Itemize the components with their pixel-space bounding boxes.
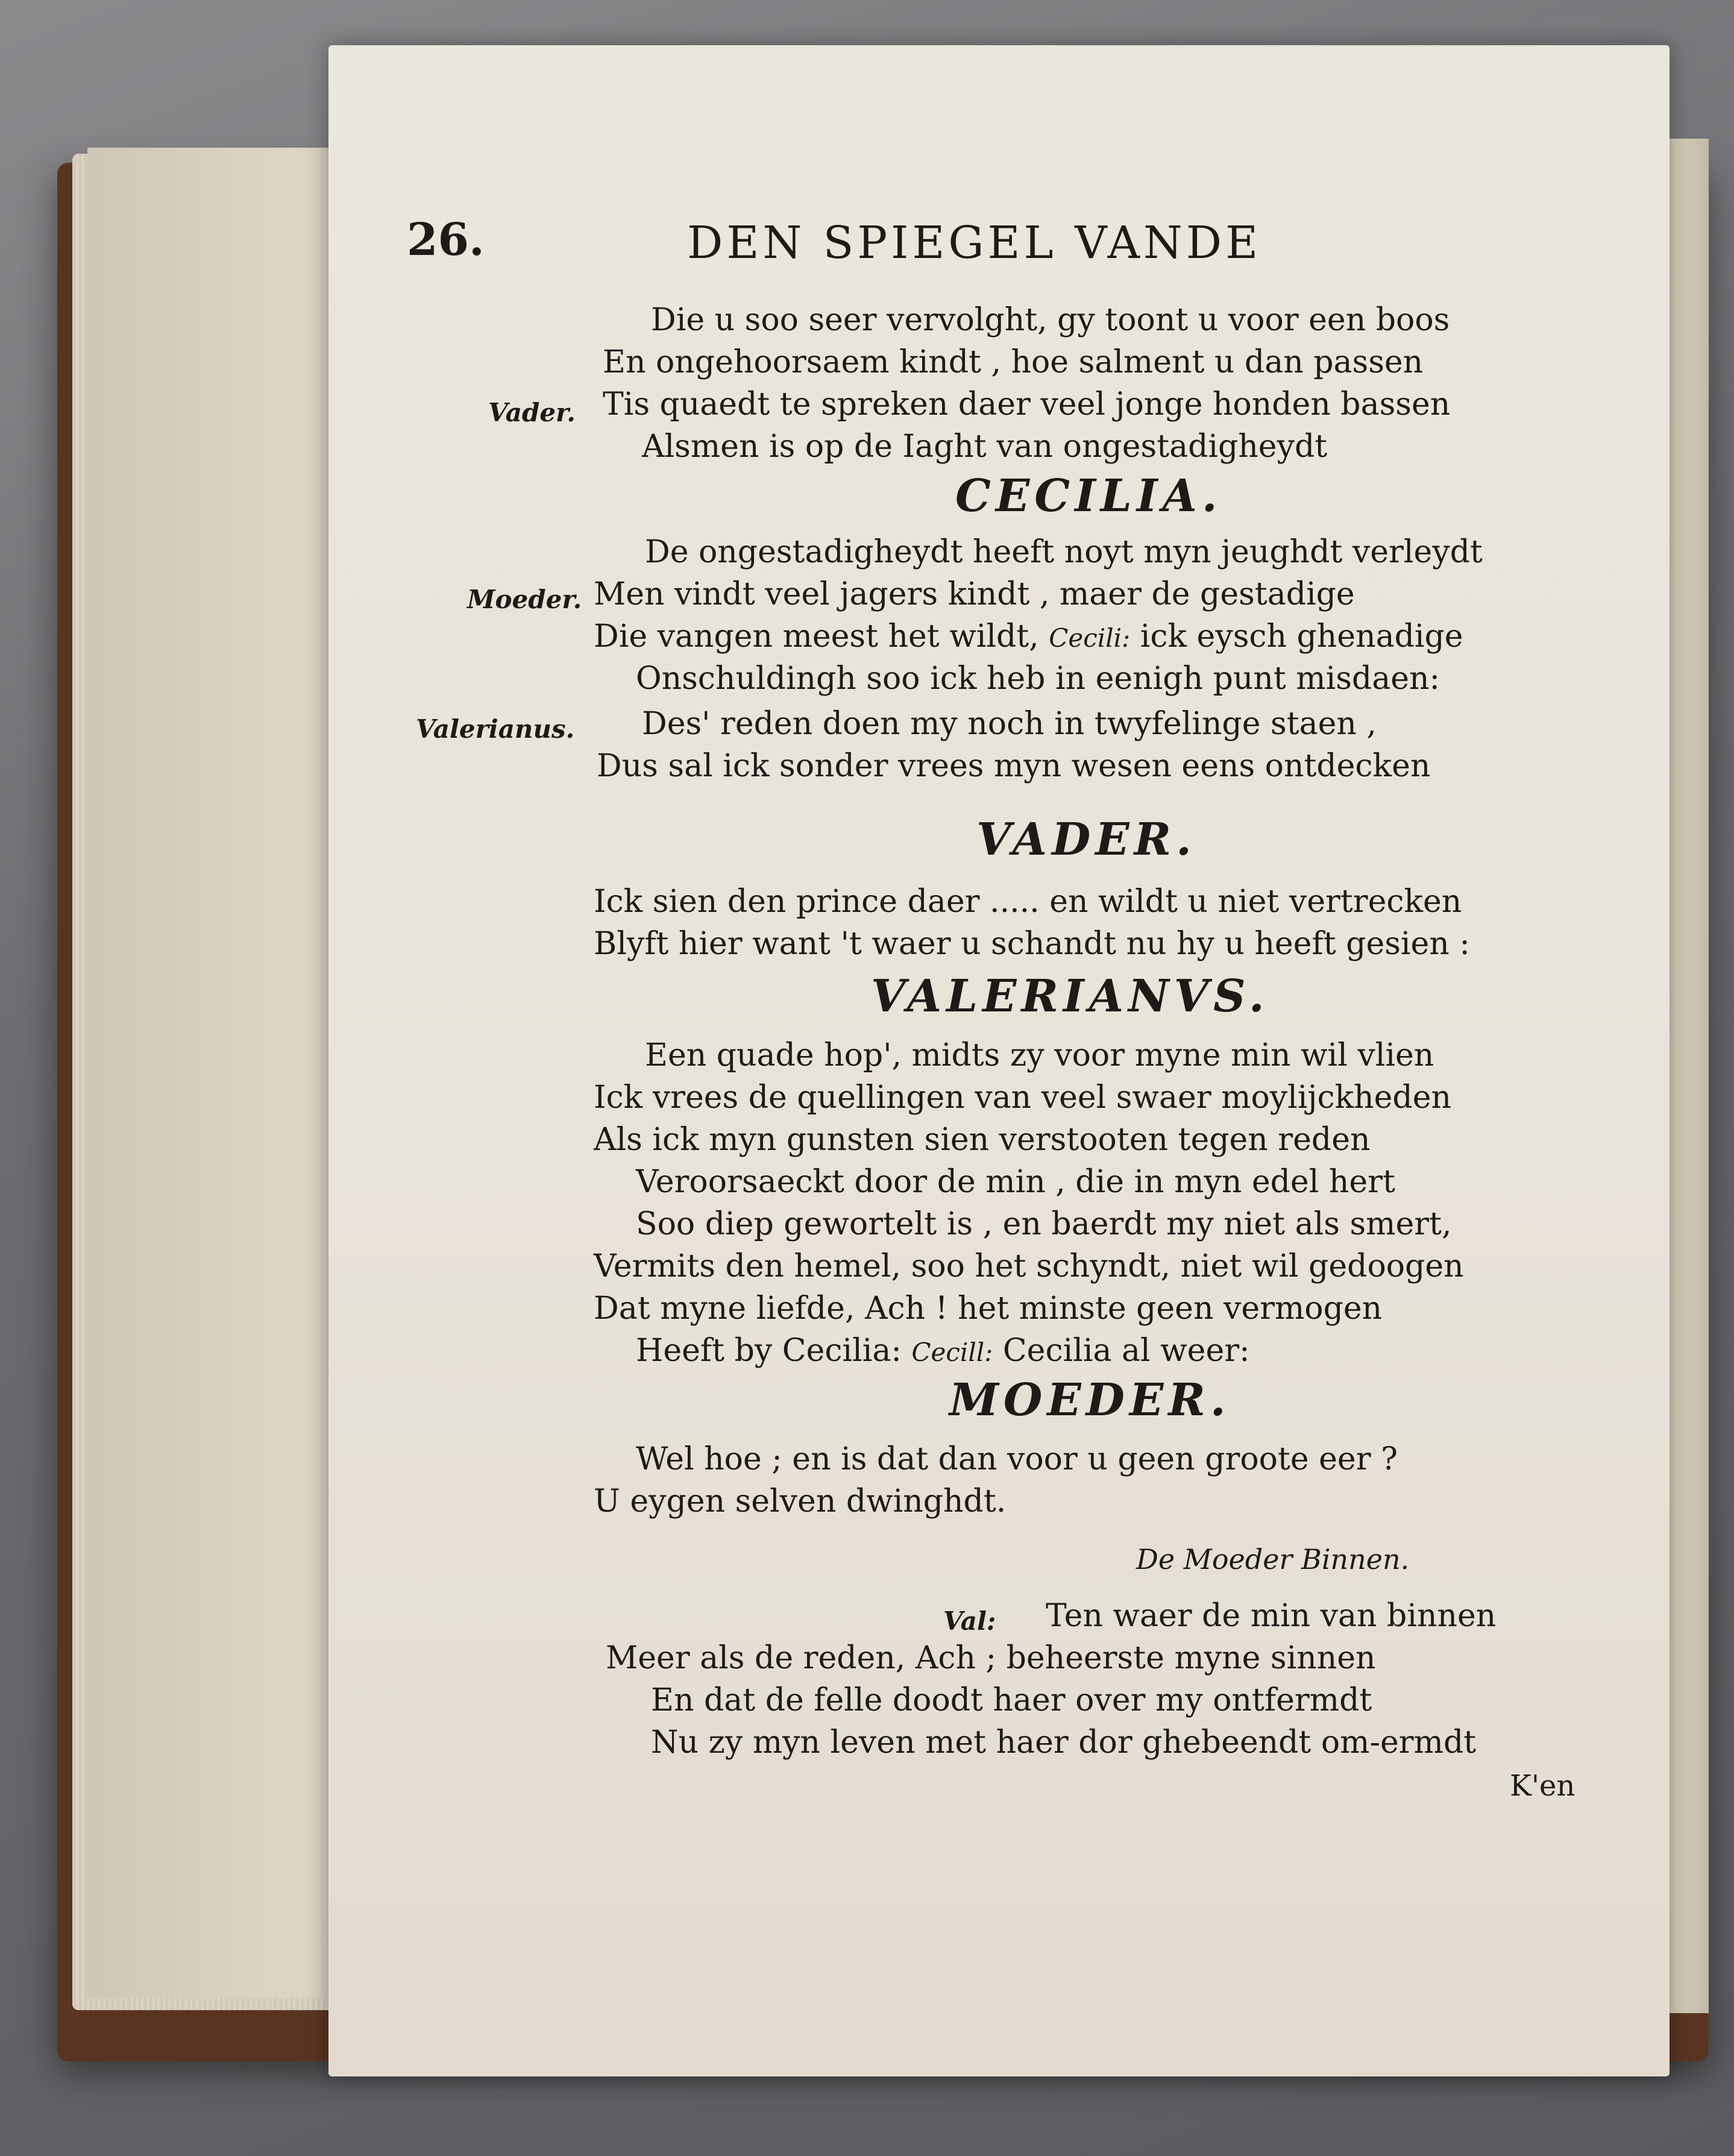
text-line: Tis quaedt te spreken daer veel jonge honden bassen	[603, 386, 1451, 423]
running-title: DEN SPIEGEL VANDE	[687, 217, 1262, 269]
text-line	[594, 618, 1463, 655]
text-line: Dus sal ick sonder vrees myn wesen eens ontdecken	[597, 748, 1431, 784]
text-line: Onschuldingh soo ick heb in eenigh punt misdaen:	[636, 661, 1440, 697]
speaker-heading: CECILIA.	[955, 470, 1222, 522]
text-line: En dat de felle doodt haer over my ontfermdt	[651, 1682, 1372, 1718]
stage-direction: De Moeder Binnen.	[1136, 1543, 1410, 1576]
text-line: Als ick myn gunsten sien verstooten tegen reden	[594, 1122, 1371, 1158]
speaker-label: Val:	[943, 1606, 996, 1636]
text-segment: ick eysch ghenadige	[1140, 618, 1463, 655]
text-line: Blyft hier want 't waer u schandt nu hy u heeft gesien :	[594, 926, 1470, 962]
text-line: Ten waer de min van binnen	[1046, 1598, 1497, 1634]
text-line: Nu zy myn leven met haer dor ghebeendt om-ermdt	[651, 1724, 1477, 1761]
text-line: Ick vrees de quellingen van veel swaer moylijckheden	[594, 1080, 1451, 1116]
speaker-heading: VALERIANVS.	[871, 970, 1269, 1022]
text-line: De ongestadigheydt heeft noyt myn jeughdt verleydt	[645, 534, 1483, 570]
text-line	[636, 1333, 1250, 1369]
inline-speaker: Cecili:	[1049, 623, 1131, 653]
speaker-heading: VADER.	[976, 814, 1196, 866]
text-segment: Die vangen meest het wildt,	[594, 618, 1039, 655]
text-line: Soo diep gewortelt is , en baerdt my niet als smert,	[636, 1206, 1452, 1242]
speaker-label: Moeder.	[467, 585, 582, 614]
speaker-label: Valerianus.	[416, 714, 575, 744]
page-header	[407, 214, 1582, 280]
text-line: Die u soo seer vervolght, gy toont u voor een boos	[651, 302, 1450, 338]
text-line: Een quade hop', midts zy voor myne min wil vlien	[645, 1037, 1434, 1073]
text-line: Dat myne liefde, Ach ! het minste geen vermogen	[594, 1290, 1383, 1327]
book-page	[328, 45, 1670, 2076]
text-line: U eygen selven dwinghdt.	[594, 1483, 1007, 1520]
text-line: Des' reden doen my noch in twyfelinge staen ,	[642, 706, 1377, 742]
speaker-label: Vader.	[488, 398, 576, 427]
text-line: Ick sien den prince daer ..... en wildt u niet vertrecken	[594, 884, 1462, 920]
text-line: Men vindt veel jagers kindt , maer de gestadige	[594, 576, 1355, 612]
text-line: Vermits den hemel, soo het schyndt, niet wil gedoogen	[594, 1248, 1464, 1284]
speaker-heading: MOEDER.	[949, 1374, 1231, 1426]
page-number: 26.	[407, 214, 485, 266]
catchword: K'en	[1510, 1769, 1575, 1803]
inline-speaker: Cecill:	[911, 1337, 993, 1367]
text-segment: Heeft by Cecilia:	[636, 1333, 902, 1369]
text-segment: Cecilia al weer:	[1002, 1333, 1250, 1369]
text-line: Veroorsaeckt door de min , die in myn edel hert	[636, 1164, 1395, 1200]
text-line: Alsmen is op de Iaght van ongestadigheydt	[642, 429, 1328, 465]
text-line: En ongehoorsaem kindt , hoe salment u dan passen	[603, 344, 1424, 380]
text-line: Wel hoe ; en is dat dan voor u geen groote eer ?	[636, 1441, 1398, 1477]
text-line: Meer als de reden, Ach ; beheerste myne sinnen	[606, 1640, 1376, 1676]
